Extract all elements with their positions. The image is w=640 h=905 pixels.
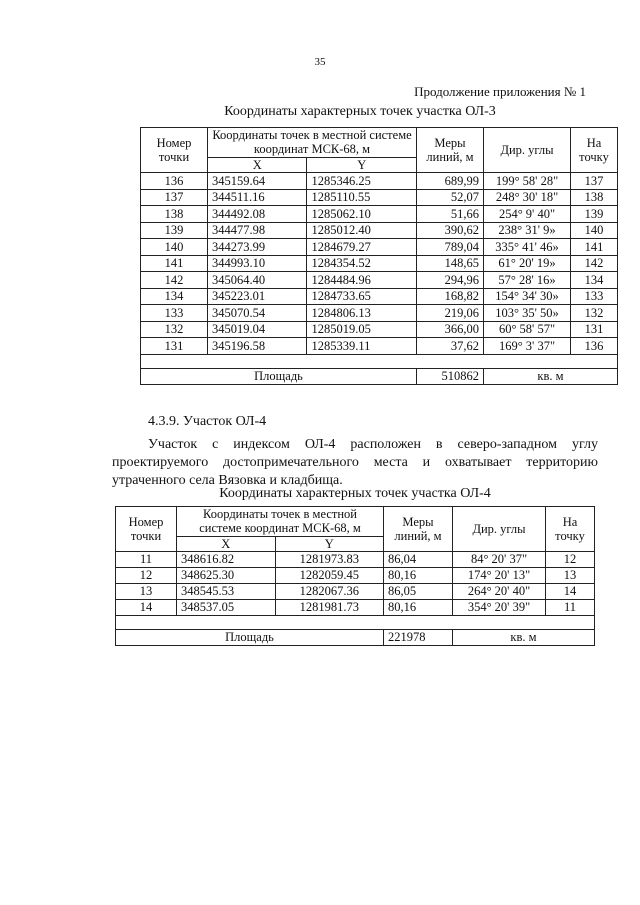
cell-length: 689,99 (417, 173, 484, 190)
cell-y: 1285339.11 (307, 338, 417, 355)
table-row (141, 189, 618, 206)
cell-y: 1284484.96 (307, 272, 417, 289)
table-row (141, 222, 618, 239)
cell-x: 344511.16 (208, 189, 307, 206)
cell-y: 1282059.45 (275, 568, 383, 584)
cell-to: 132 (571, 305, 618, 322)
cell-point: 136 (141, 173, 208, 190)
cell-x: 344492.08 (208, 206, 307, 223)
cell-y: 1284354.52 (307, 255, 417, 272)
table-row (116, 584, 595, 600)
cell-to: 138 (571, 189, 618, 206)
table-row (116, 600, 595, 616)
cell-length: 168,82 (417, 288, 484, 305)
cell-angle: 57° 28' 16» (484, 272, 571, 289)
cell-to: 131 (571, 321, 618, 338)
cell-to: 137 (571, 173, 618, 190)
spacer-cell (141, 354, 618, 368)
cell-y: 1281981.73 (275, 600, 383, 616)
header-to-point: На точку (546, 507, 595, 552)
section-paragraph (112, 436, 598, 491)
cell-angle: 354° 20' 39" (453, 600, 546, 616)
cell-angle: 84° 20' 37" (453, 552, 546, 568)
cell-to: 133 (571, 288, 618, 305)
cell-point: 140 (141, 239, 208, 256)
cell-point: 11 (116, 552, 177, 568)
cell-to: 12 (546, 552, 595, 568)
cell-point: 138 (141, 206, 208, 223)
coordinates-table-ol4 (115, 506, 595, 646)
cell-angle: 61° 20' 19» (484, 255, 571, 272)
cell-point: 131 (141, 338, 208, 355)
header-x: X (208, 157, 307, 172)
cell-x: 345070.54 (208, 305, 307, 322)
table-row (141, 305, 618, 322)
cell-to: 13 (546, 568, 595, 584)
cell-point: 137 (141, 189, 208, 206)
table-row (141, 255, 618, 272)
continuation-label: Продолжение приложения № 1 (414, 84, 586, 99)
cell-length: 294,96 (417, 272, 484, 289)
cell-y: 1285062.10 (307, 206, 417, 223)
cell-y: 1282067.36 (275, 584, 383, 600)
cell-to: 11 (546, 600, 595, 616)
header-y: Y (275, 536, 383, 551)
cell-to: 14 (546, 584, 595, 600)
cell-y: 1281973.83 (275, 552, 383, 568)
cell-to: 140 (571, 222, 618, 239)
header-point-no: Номер точки (116, 507, 177, 552)
area-row (116, 630, 595, 646)
coordinates-table-ol3 (140, 127, 618, 385)
cell-point: 142 (141, 272, 208, 289)
cell-angle: 169° 3' 37" (484, 338, 571, 355)
cell-to: 136 (571, 338, 618, 355)
cell-y: 1285346.25 (307, 173, 417, 190)
cell-length: 148,65 (417, 255, 484, 272)
cell-x: 344993.10 (208, 255, 307, 272)
cell-to: 139 (571, 206, 618, 223)
cell-point: 12 (116, 568, 177, 584)
cell-length: 51,66 (417, 206, 484, 223)
cell-length: 37,62 (417, 338, 484, 355)
area-unit: кв. м (453, 630, 595, 646)
cell-x: 348616.82 (177, 552, 276, 568)
cell-length: 219,06 (417, 305, 484, 322)
cell-x: 345196.58 (208, 338, 307, 355)
cell-point: 141 (141, 255, 208, 272)
cell-y: 1284806.13 (307, 305, 417, 322)
cell-length: 789,04 (417, 239, 484, 256)
cell-length: 52,07 (417, 189, 484, 206)
table-row (141, 272, 618, 289)
paragraph-text: Участок с индексом ОЛ-4 расположен в северо-западном углу проектируемого достопримечательного места и охватывает территорию утраченного села Вязовка и кладбища. (112, 437, 598, 489)
header-lengths: Меры линий, м (384, 507, 453, 552)
cell-angle: 60° 58' 57" (484, 321, 571, 338)
cell-x: 345019.04 (208, 321, 307, 338)
header-lengths: Меры линий, м (417, 128, 484, 173)
cell-point: 139 (141, 222, 208, 239)
cell-point: 134 (141, 288, 208, 305)
area-value: 221978 (384, 630, 453, 646)
cell-length: 86,05 (384, 584, 453, 600)
spacer-cell (116, 616, 595, 630)
area-value: 510862 (417, 368, 484, 385)
cell-angle: 335° 41' 46» (484, 239, 571, 256)
area-row (141, 368, 618, 385)
cell-angle: 103° 35' 50» (484, 305, 571, 322)
cell-angle: 248° 30' 18" (484, 189, 571, 206)
cell-x: 348537.05 (177, 600, 276, 616)
cell-x: 344273.99 (208, 239, 307, 256)
cell-to: 141 (571, 239, 618, 256)
area-label: Площадь (141, 368, 417, 385)
page-number: 35 (314, 56, 326, 68)
cell-y: 1285019.05 (307, 321, 417, 338)
table-spacer-row (116, 616, 595, 630)
table-row (141, 173, 618, 190)
table-row (141, 288, 618, 305)
cell-angle: 254° 9' 40" (484, 206, 571, 223)
cell-angle: 238° 31' 9» (484, 222, 571, 239)
cell-point: 13 (116, 584, 177, 600)
cell-angle: 264° 20' 40" (453, 584, 546, 600)
cell-x: 345159.64 (208, 173, 307, 190)
cell-length: 80,16 (384, 568, 453, 584)
header-point-no: Номер точки (141, 128, 208, 173)
cell-to: 142 (571, 255, 618, 272)
table-row (141, 239, 618, 256)
table1-caption: Координаты характерных точек участка ОЛ-3 (224, 104, 496, 119)
cell-x: 345223.01 (208, 288, 307, 305)
table-row (116, 552, 595, 568)
header-to-point: На точку (571, 128, 618, 173)
table-spacer-row (141, 354, 618, 368)
header-y: Y (307, 157, 417, 172)
table-row (141, 321, 618, 338)
area-label: Площадь (116, 630, 384, 646)
table-row (116, 568, 595, 584)
section-heading: 4.3.9. Участок ОЛ-4 (148, 414, 267, 429)
cell-x: 344477.98 (208, 222, 307, 239)
cell-y: 1285012.40 (307, 222, 417, 239)
cell-to: 134 (571, 272, 618, 289)
cell-x: 345064.40 (208, 272, 307, 289)
header-angles: Дир. углы (453, 507, 546, 552)
table-row (141, 338, 618, 355)
cell-y: 1285110.55 (307, 189, 417, 206)
cell-y: 1284733.65 (307, 288, 417, 305)
area-unit: кв. м (484, 368, 618, 385)
header-x: X (177, 536, 276, 551)
header-coords: Координаты точек в местной системе координат МСК-68, м (177, 507, 384, 537)
cell-x: 348545.53 (177, 584, 276, 600)
cell-length: 80,16 (384, 600, 453, 616)
header-angles: Дир. углы (484, 128, 571, 173)
table2-caption: Координаты характерных точек участка ОЛ-4 (219, 486, 491, 501)
cell-angle: 199° 58' 28" (484, 173, 571, 190)
cell-x: 348625.30 (177, 568, 276, 584)
cell-length: 366,00 (417, 321, 484, 338)
table-row (141, 206, 618, 223)
header-coords: Координаты точек в местной системе координат МСК-68, м (208, 128, 417, 158)
cell-point: 133 (141, 305, 208, 322)
cell-point: 14 (116, 600, 177, 616)
cell-length: 390,62 (417, 222, 484, 239)
cell-length: 86,04 (384, 552, 453, 568)
cell-point: 132 (141, 321, 208, 338)
cell-angle: 174° 20' 13" (453, 568, 546, 584)
cell-y: 1284679.27 (307, 239, 417, 256)
cell-angle: 154° 34' 30» (484, 288, 571, 305)
